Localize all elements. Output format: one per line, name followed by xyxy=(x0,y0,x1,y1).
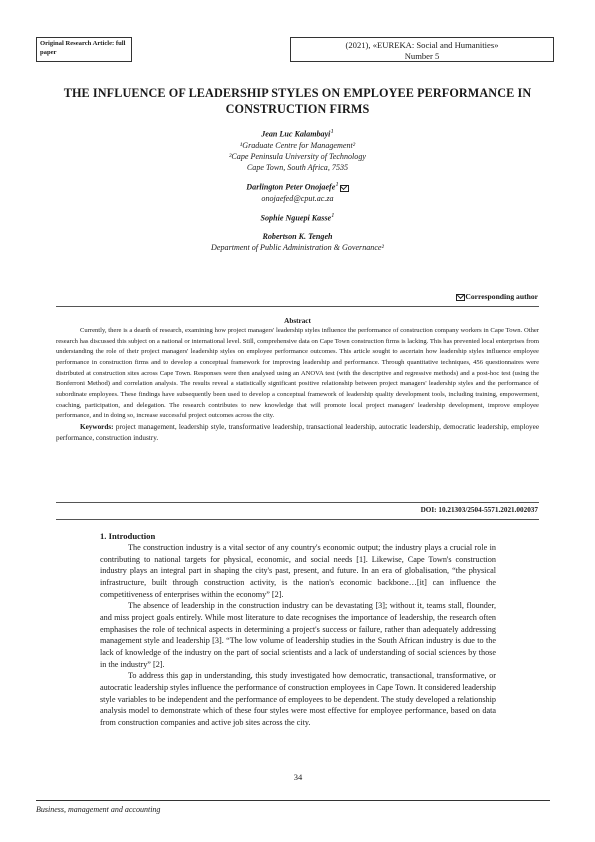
introduction-section xyxy=(100,530,496,728)
article-type-box xyxy=(36,37,132,62)
keywords-text: project management, leadership style, transformative leadership, transactional leadership, autocratic leadership, democratic leadership, employee performance, construction industry. xyxy=(56,423,540,442)
author-4-name: Robertson K. Tengeh xyxy=(262,232,333,242)
author-1-name: Jean Luc Kalambayi xyxy=(261,129,331,139)
author-2-email[interactable]: onojaefed@cput.ac.za xyxy=(261,194,334,204)
footer-rule xyxy=(36,800,550,801)
journal-box xyxy=(290,37,554,62)
abstract-section xyxy=(56,316,539,443)
journal-number: Number 5 xyxy=(404,50,440,61)
intro-paragraph-2: The absence of leadership in the construction industry can be devastating [3]; without it, teams stall, flounder, and miss project goals entirely. While most literature to date recognises the importance of leadership, the research often emphasises the role of technical aspects in determining a project's success or failure, rather than adequately addressing management style and leadership [3]. “The low volume of leadership studies in the South African industry is due to the lack of knowledge of the industry on the part of social scientists and a lack of understanding of social sciences by those in the industry” [2]. xyxy=(100,601,496,669)
keywords-label: Keywords: xyxy=(80,423,114,432)
abstract-text: Currently, there is a dearth of research, examining how project managers' leadership styles influence the performance of construction company workers in Cape Town. Other research has discussed this subject on a national or international level. Still, comprehensive data on Cape Town construction firms is lacking. This has prevented local enterprises from understanding the role of their project managers' leadership styles on employee performance outcomes. This article sought to ascertain how leadership styles influence employee performance in construction firms and to develop a conceptual framework for improving leadership and performance. Through quantitative techniques, 456 questionnaires were distributed at construction sites across Cape Town. Responses were then analysed using an ANOVA test (with the descriptive and regressive methods) and a post-hoc test (using the Bonferroni Method) and correlation analysis. The results reveal a statistically significant positive relationship between project managers' leadership styles and the performance of subordinate employees. These findings have subsequently been used to develop a conceptual framework of leadership quality development tools, including training, empowerment, coaching, participation, and delegation. The research contributes to new knowledge that will promote local project managers' leadership development, improve employee performance, and in doing so, increase successful project outcomes across the city. xyxy=(56,327,539,420)
footer-section-name: Business, management and accounting xyxy=(36,805,161,814)
author-block xyxy=(100,127,495,253)
affiliation-1: ¹Graduate Centre for Management² xyxy=(239,140,356,150)
affiliation-3: Cape Town, South Africa, 7535 xyxy=(246,163,349,173)
author-3-name: Sophie Nguepi Kasse xyxy=(260,214,332,223)
corresponding-label: Corresponding author xyxy=(465,292,538,301)
corresponding-author-note xyxy=(380,292,538,301)
intro-paragraph-1: The construction industry is a vital sector of any country's economic output; the industry plays a crucial role in contributing to national targets for physical, economic, and social needs [1]. Likewise, Cape Town's construction industry plays an integral part in shaping the city's past, present, and future. In an era of globalisation, “the physical infrastructure, built through construction activity, is the nation's economic backbone…[it] can influence the competitiveness of enterprises within the economy” [2]. xyxy=(100,543,496,599)
author-1-sup: 1 xyxy=(330,128,334,135)
divider-top xyxy=(56,306,539,307)
page-number: 34 xyxy=(293,772,303,782)
intro-paragraph-3: To address this gap in understanding, this study investigated how democratic, transactional, transformative, or autocratic leadership styles influence the performance of construction employees in Cape Town. It considered leadership style variables to be independent and the performance of employees to be dependent. The study developed a relationship analysis model to demonstrate which of these four styles were most effective for employee performance, based on data from construction companies and active job sites across the city. xyxy=(100,671,496,727)
intro-heading: 1. Introduction xyxy=(100,531,156,541)
affiliation-2: ²Cape Peninsula University of Technology xyxy=(228,152,366,161)
article-type: Original Research Article: full paper xyxy=(40,40,126,56)
paper-title: THE INFLUENCE OF LEADERSHIP STYLES ON EMPLOYEE PERFORMANCE IN CONSTRUCTION FIRMS xyxy=(63,86,532,116)
author-2-sup: 1 xyxy=(335,181,339,189)
envelope-icon xyxy=(340,185,349,192)
journal-name: (2021), «EUREKA: Social and Humanities» xyxy=(345,40,499,50)
divider-doi-bottom xyxy=(56,519,539,520)
author-2-name: Darlington Peter Onojaefe xyxy=(246,183,336,192)
divider-doi-top xyxy=(56,502,539,503)
affiliation-4: Department of Public Administration & Governance² xyxy=(211,243,384,253)
abstract-heading: Abstract xyxy=(284,317,311,325)
author-3-sup: 1 xyxy=(331,212,335,220)
doi[interactable]: DOI: 10.21303/2504-5571.2021.002037 xyxy=(420,506,538,514)
keywords-line xyxy=(56,422,539,443)
envelope-icon xyxy=(456,294,465,301)
